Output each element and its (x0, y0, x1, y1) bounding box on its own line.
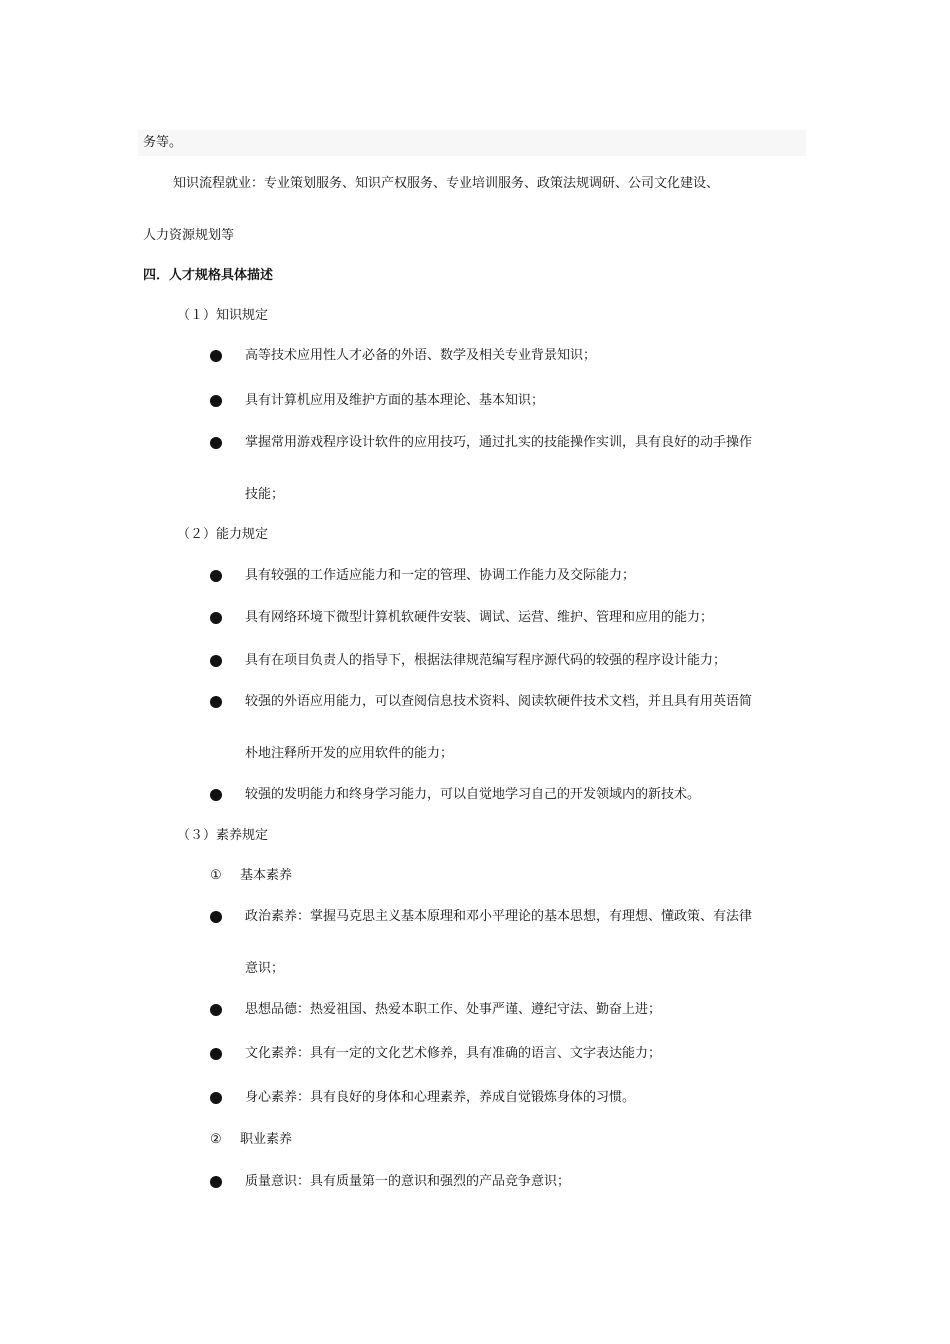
paragraph-line-2: 人力资源规划等 (143, 228, 235, 243)
professional-quality-item-1: 质量意识：具有质量第一的意识和强烈的产品竞争意识； (245, 1174, 571, 1189)
quality-heading: （３）素养规定 (177, 828, 269, 843)
ability-heading: （２）能力规定 (177, 527, 269, 542)
bullet-icon (210, 1048, 222, 1060)
basic-quality-item-3: 文化素养：具有一定的文化艺术修养，具有准确的语言、文字表达能力； (245, 1046, 662, 1061)
ability-item-3: 具有在项目负责人的指导下，根据法律规范编写程序源代码的较强的程序设计能力； (245, 653, 727, 668)
basic-quality-label: 基本素养 (240, 868, 293, 883)
ability-item-5: 较强的发明能力和终身学习能力，可以自觉地学习自己的开发领域内的新技术。 (245, 787, 701, 802)
knowledge-item-2: 具有计算机应用及维护方面的基本理论、基本知识； (245, 393, 545, 408)
basic-quality-item-4: 身心素养：具有良好的身体和心理素养，养成自觉锻炼身体的习惯。 (245, 1090, 636, 1105)
circled-two-mark: ② (210, 1132, 222, 1147)
bullet-icon (210, 350, 222, 362)
ability-item-4-cont: 朴地注释所开发的应用软件的能力； (245, 746, 454, 761)
basic-quality-item-1: 政治素养：掌握马克思主义基本原理和邓小平理论的基本思想，有理想、懂政策、有法律 (245, 909, 753, 924)
bullet-icon (210, 1004, 222, 1016)
continuation-line: 务等。 (143, 135, 183, 150)
bullet-icon (210, 437, 222, 449)
shaded-line-background (138, 130, 806, 156)
knowledge-item-3: 掌握常用游戏程序设计软件的应用技巧，通过扎实的技能操作实训，具有良好的动手操作 (245, 435, 753, 450)
ability-item-1: 具有较强的工作适应能力和一定的管理、协调工作能力及交际能力； (245, 568, 636, 583)
bullet-icon (210, 911, 222, 923)
bullet-icon (210, 612, 222, 624)
circled-one-mark: ① (210, 868, 222, 883)
bullet-icon (210, 655, 222, 667)
ability-item-4: 较强的外语应用能力，可以查阅信息技术资料、阅读软硬件技术文档，并且具有用英语简 (245, 694, 753, 709)
basic-quality-item-2: 思想品德：热爱祖国、热爱本职工作、处事严谨、遵纪守法、勤奋上进； (245, 1002, 662, 1017)
bullet-icon (210, 570, 222, 582)
paragraph-line-1: 知识流程就业：专业策划服务、知识产权服务、专业培训服务、政策法规调研、公司文化建设、 (173, 176, 720, 191)
bullet-icon (210, 696, 222, 708)
knowledge-item-3-cont: 技能； (245, 487, 285, 502)
knowledge-heading: （１）知识规定 (177, 308, 269, 323)
professional-quality-label: 职业素养 (240, 1132, 293, 1147)
basic-quality-item-1-cont: 意识； (245, 961, 285, 976)
bullet-icon (210, 395, 222, 407)
ability-item-2: 具有网络环境下微型计算机软硬件安装、调试、运营、维护、管理和应用的能力； (245, 610, 714, 625)
section-title: 四．人才规格具体描述 (143, 268, 274, 283)
knowledge-item-1: 高等技术应用性人才必备的外语、数学及相关专业背景知识； (245, 348, 597, 363)
bullet-icon (210, 789, 222, 801)
bullet-icon (210, 1176, 222, 1188)
bullet-icon (210, 1092, 222, 1104)
